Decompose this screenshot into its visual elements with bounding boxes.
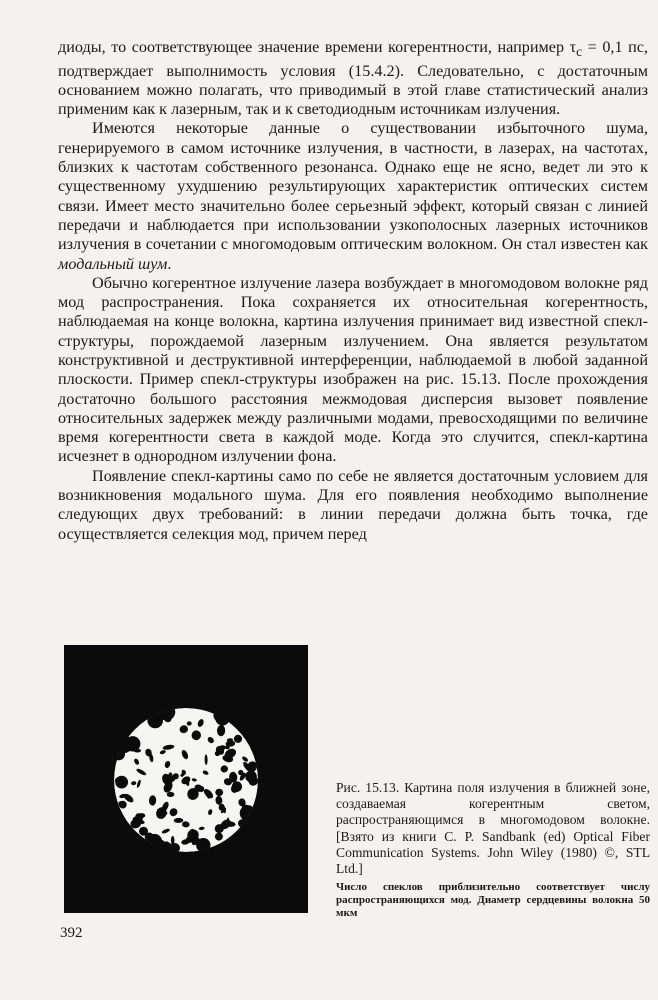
page-number: 392 bbox=[60, 925, 83, 941]
caption-text: Рис. 15.13. Картина поля излучения в ближней зоне, создаваемая когерентным светом, распространяющимся в многомодовом волокне. [Взято из книги С. P. Sandbank (ed) Optical Fiber Communication Systems. John Wiley (1980) ©, STL Ltd.] bbox=[336, 780, 650, 877]
speckle-edge-spot bbox=[119, 801, 127, 809]
paragraph-1: диоды, то соответствующее значение времени когерентности, например $\tau_c = 0,1$ пс, подтверждает выполнимость условия (15.4.2). Следовательно, с достаточным основанием можно полагать, что приводимый в этой главе статистический анализ применим как к лазерным, так и к светодиодным источникам излучения. bbox=[58, 38, 648, 119]
caption-note: Число спеклов приблизительно соответствует числу распространяющихся мод. Диаметр сердцевины волокна 50 мкм bbox=[336, 881, 650, 920]
paragraph-4: Появление спекл-картины само по себе не является достаточным условием для возникновения модального шума. Для его появления необходимо выполнение следующих двух требований: в линии передачи должна быть точка, где осуществляется селекция мод, причем перед bbox=[58, 466, 648, 543]
speckle-edge-spot bbox=[115, 776, 128, 789]
body-text bbox=[58, 38, 648, 544]
paragraph-3: Обычно когерентное излучение лазера возбуждает в многомодовом волокне ряд мод распространения. Пока сохраняется их относительная когерентность, наблюдаемая на конце волокна, картина излучения принимает вид известной спекл-структуры, порождаемой лазерным излучением. Она является результатом конструктивной и деструктивной интерференции, наблюдаемой в любой заданной плоскости. Пример спекл-структуры изображен на рис. 15.13. После прохождения достаточно большого расстояния межмодовая дисперсия вызовет появление относительных задержек между различными модами, превосходящими по величине время когерентности света в каждой моде. Когда это случится, спекл-картина исчезнет в однородном излучении фона. bbox=[58, 273, 648, 466]
speckle-figure bbox=[64, 645, 308, 913]
speckle-edge-spot bbox=[164, 715, 172, 723]
speckle-edge-spot bbox=[139, 827, 148, 836]
speckle-edge-spot bbox=[215, 833, 223, 841]
paragraph-2: Имеются некоторые данные о существовании избыточного шума, генерируемого в самом источнике излучения, в частности, в лазерах, на частотах, близких к частотам собственного резонанса. Однако еще не ясно, ведет ли это к существенному ухудшению результирующих характеристик оптических систем связи. Имеет место значительно более серьезный эффект, который связан с линией передачи и наблюдается при использовании узкополосных лазерных источников излучения в сочетании с многомодовым оптическим волокном. Он стал известен как модальный шум. bbox=[58, 119, 648, 273]
figure-caption bbox=[336, 780, 650, 920]
speckle-pattern-image bbox=[64, 645, 308, 913]
speckle-edge-spot bbox=[234, 735, 242, 743]
speckle-edge-spot bbox=[245, 771, 257, 783]
